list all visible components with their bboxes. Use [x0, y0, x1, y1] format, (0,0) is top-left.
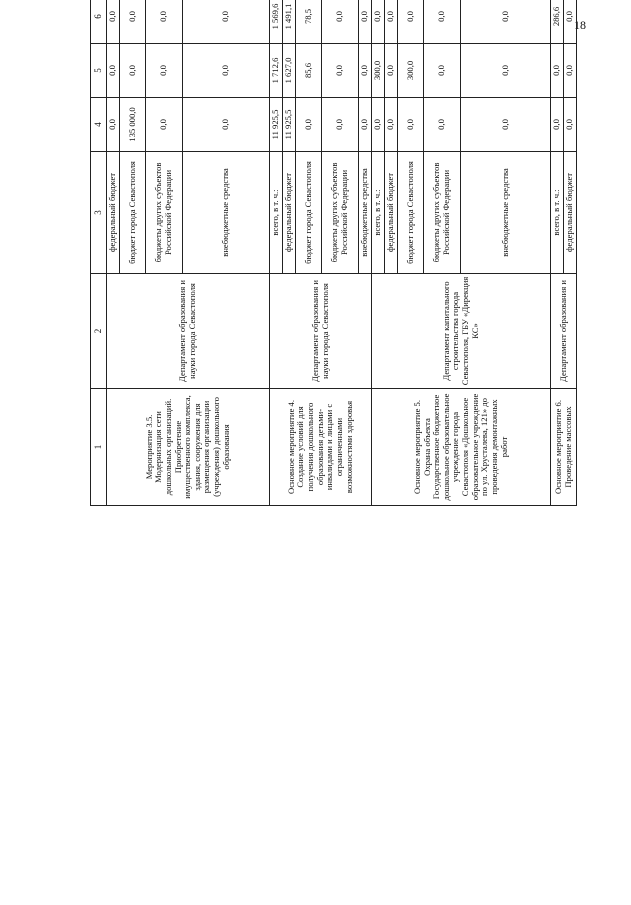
value-cell: 0,0 [385, 44, 398, 98]
value-cell: 0,0 [322, 0, 359, 44]
value-cell: 1 491,1 [283, 0, 296, 44]
table-row [551, 0, 564, 506]
value-cell: 286,6 [551, 0, 564, 44]
value-cell: 78,5 [296, 0, 322, 44]
funding-source: внебюджетные средства [461, 152, 551, 274]
value-cell: 135 000,0 [120, 98, 146, 152]
value-cell: 0,0 [146, 44, 183, 98]
funding-source: бюджеты других субъектов Российской Федерации [424, 152, 461, 274]
value-cell: 0,0 [461, 98, 551, 152]
budget-table [90, 0, 577, 506]
header-cell: 4 [91, 98, 107, 152]
value-cell: 0,0 [424, 44, 461, 98]
header-cell: 2 [91, 274, 107, 389]
activity-label: Основное мероприятие 6. Проведение массовых [551, 389, 577, 506]
value-cell: 0,0 [359, 0, 372, 44]
value-cell: 11 925,5 [270, 98, 283, 152]
value-cell: 0,0 [183, 98, 270, 152]
executor-cell: Департамент образования и [551, 274, 577, 389]
value-cell: 0,0 [564, 98, 577, 152]
activity-label: Мероприятие 3.5. Модернизация сети дошкольных организаций. Приобретение имущественного комплекса, здания, сооружения для размещения организации (учреждения) дошкольного образования [107, 389, 270, 506]
funding-source: внебюджетные средства [183, 152, 270, 274]
value-cell: 0,0 [372, 98, 385, 152]
funding-source: бюджеты других субъектов Российской Федерации [322, 152, 359, 274]
value-cell: 0,0 [146, 98, 183, 152]
value-cell: 0,0 [398, 0, 424, 44]
header-cell: 3 [91, 152, 107, 274]
header-cell: 6 [91, 0, 107, 44]
funding-source: бюджет города Севастополя [398, 152, 424, 274]
value-cell: 0,0 [461, 44, 551, 98]
header-cell: 1 [91, 389, 107, 506]
value-cell: 0,0 [322, 44, 359, 98]
value-cell: 0,0 [146, 0, 183, 44]
value-cell: 0,0 [120, 0, 146, 44]
header-row [91, 0, 107, 506]
value-cell: 0,0 [385, 0, 398, 44]
value-cell: 11 925,5 [283, 98, 296, 152]
funding-source: бюджеты других субъектов Российской Федерации [146, 152, 183, 274]
value-cell: 0,0 [120, 44, 146, 98]
activity-label: Основное мероприятие 4. Создание условий для получения дошкольного образования детьми-инвалидами и лицами с ограниченными возможностями здоровья [270, 389, 372, 506]
value-cell: 0,0 [564, 0, 577, 44]
value-cell: 0,0 [183, 0, 270, 44]
value-cell: 0,0 [372, 0, 385, 44]
value-cell: 0,0 [424, 98, 461, 152]
value-cell: 0,0 [107, 98, 120, 152]
rotated-table-wrapper [90, 3, 575, 848]
value-cell: 0,0 [461, 0, 551, 44]
value-cell: 0,0 [107, 0, 120, 44]
funding-source: бюджет города Севастополя [296, 152, 322, 274]
value-cell: 0,0 [551, 44, 564, 98]
funding-source: федеральный бюджет [283, 152, 296, 274]
value-cell: 0,0 [183, 44, 270, 98]
funding-source: всего, в т. ч.: [372, 152, 385, 274]
executor-cell: Департамент образования и науки города Севастополя [270, 274, 372, 389]
table-row [270, 0, 283, 506]
funding-source: федеральный бюджет [564, 152, 577, 274]
value-cell: 0,0 [107, 44, 120, 98]
value-cell: 0,0 [359, 44, 372, 98]
funding-source: всего, в т. ч.: [270, 152, 283, 274]
activity-label: Основное мероприятие 5. Охрана объекта Государственное бюджетное дошкольное образовательное учреждение города Севастополя «Дошкольное образовательное учреждение по ул. Хрусталева, 121» до проведения демонтажных работ [372, 389, 551, 506]
table-row [107, 0, 120, 506]
value-cell: 1 712,6 [270, 44, 283, 98]
value-cell: 0,0 [398, 98, 424, 152]
value-cell: 0,0 [564, 44, 577, 98]
funding-source: федеральный бюджет [107, 152, 120, 274]
executor-cell: Департамент капитального строительства города Севастополя, ГБУ «Дирекция КС» [372, 274, 551, 389]
value-cell: 0,0 [359, 98, 372, 152]
page-number: 18 [574, 18, 586, 32]
value-cell: 0,0 [296, 98, 322, 152]
value-cell: 0,0 [322, 98, 359, 152]
funding-source: бюджет города Севастополя [120, 152, 146, 274]
value-cell: 85,6 [296, 44, 322, 98]
value-cell: 0,0 [424, 0, 461, 44]
funding-source: всего, в т. ч.: [551, 152, 564, 274]
executor-cell: Департамент образования и науки города Севастополя [107, 274, 270, 389]
funding-source: внебюджетные средства [359, 152, 372, 274]
value-cell: 0,0 [551, 98, 564, 152]
table-sheet [90, 0, 575, 506]
value-cell: 300,0 [372, 44, 385, 98]
value-cell: 1 627,0 [283, 44, 296, 98]
value-cell: 300,0 [398, 44, 424, 98]
value-cell: 1 569,6 [270, 0, 283, 44]
header-cell: 5 [91, 44, 107, 98]
table-row [372, 0, 385, 506]
funding-source: федеральный бюджет [385, 152, 398, 274]
value-cell: 0,0 [385, 98, 398, 152]
